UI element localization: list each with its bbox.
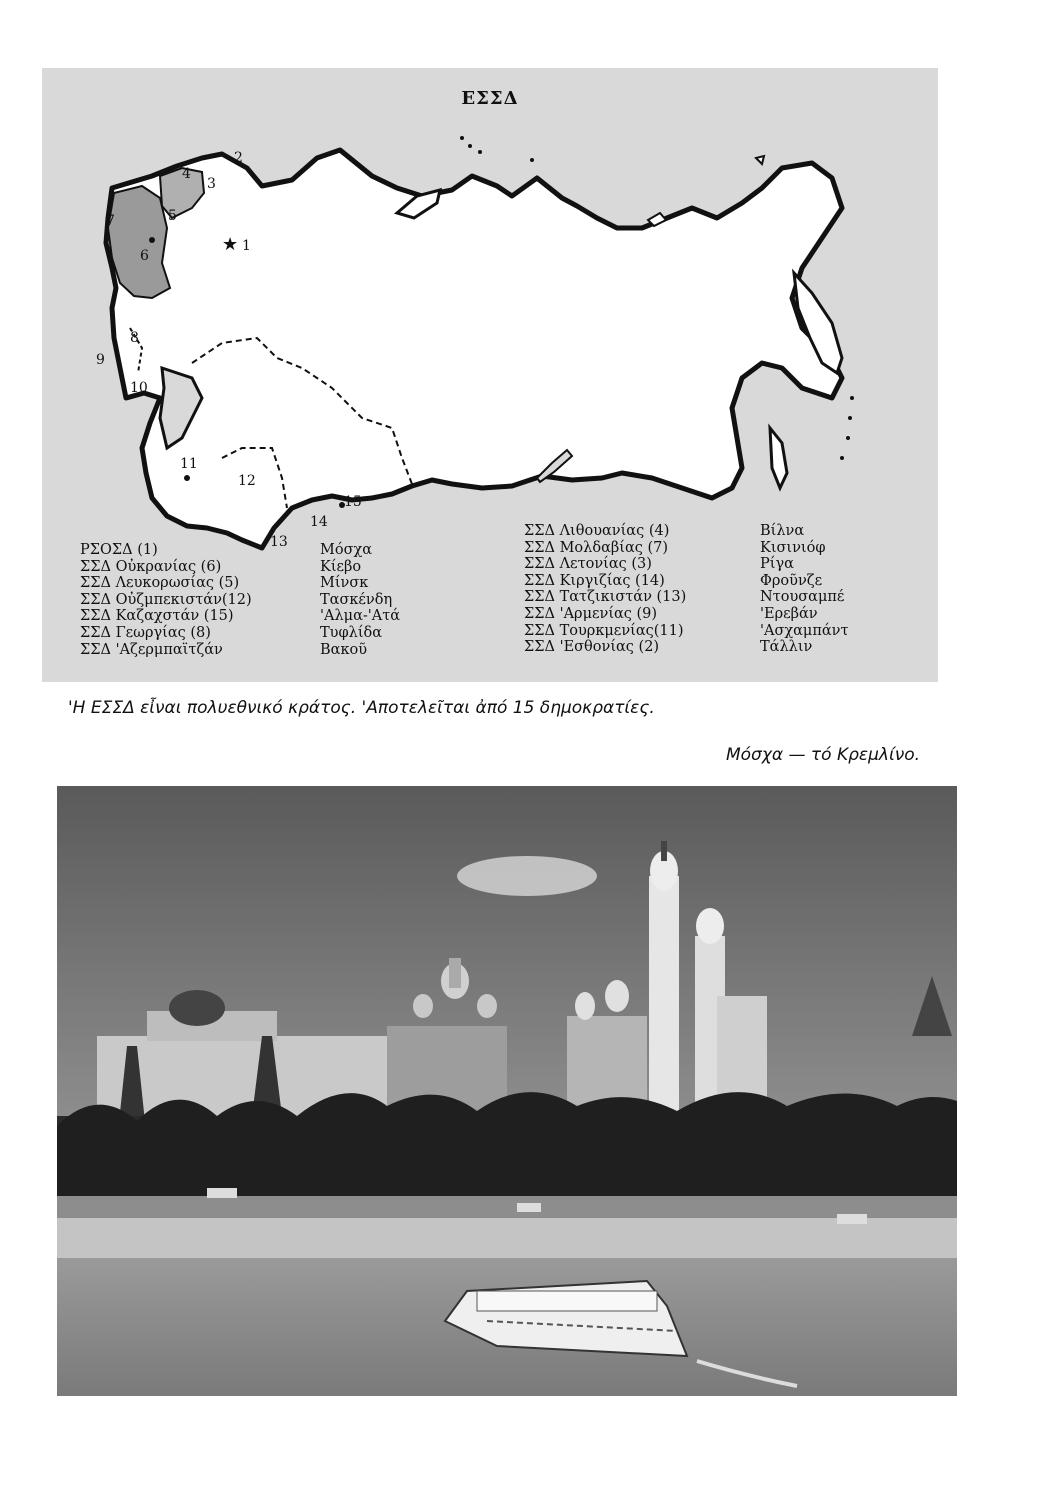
- ussr-landmass: [106, 150, 842, 548]
- legend-item: ΣΣΔ Γεωργίας (8): [80, 624, 211, 641]
- map-number-15: 15: [344, 494, 362, 510]
- ussr-map-figure: [42, 68, 938, 682]
- legend-item: ΣΣΔ Οὐζμπεκιστάν(12): [80, 591, 252, 608]
- map-number-14: 14: [310, 514, 328, 530]
- sakhalin: [770, 428, 787, 488]
- legend-capital: Ντουσαμπέ: [760, 589, 845, 606]
- map-caption: 'Η ΕΣΣΔ εἶναι πολυεθνικό κράτος. 'Αποτελεῖται ἀπό 15 δημοκρατίες.: [68, 698, 655, 718]
- map-number-5: 5: [168, 208, 177, 224]
- moscow-star: ★: [222, 234, 239, 255]
- legend-capital: Βακοῦ: [320, 641, 368, 658]
- map-number-12: 12: [238, 473, 256, 489]
- legend-capital: Κίεβο: [320, 558, 362, 575]
- legend-capital: 'Ασχαμπάντ: [760, 622, 849, 639]
- map-number-11: 11: [180, 456, 198, 472]
- map-number-4: 4: [182, 166, 191, 182]
- legend-capital: 'Αλμα-'Ατά: [320, 608, 401, 625]
- map-number-2: 2: [234, 150, 243, 166]
- map-title: ΕΣΣΔ: [461, 88, 519, 109]
- map-number-7: 7: [106, 213, 115, 229]
- map-number-8: 8: [130, 330, 139, 346]
- legend-capital: Ρίγα: [760, 556, 794, 573]
- legend-capital: Τάλλιν: [760, 639, 813, 656]
- legend-capital: Βίλνα: [760, 523, 805, 539]
- legend-item: ΣΣΔ Λετονίας (3): [524, 556, 652, 573]
- legend-capital: Κισινιόφ: [760, 539, 826, 556]
- legend-item: ΣΣΔ Οὐκρανίας (6): [80, 558, 222, 575]
- wrangel-island: [756, 156, 764, 164]
- legend-item: ΣΣΔ Καζαχστάν (15): [80, 608, 234, 625]
- legend-item: ΣΣΔ Τουρκμενίας(11): [524, 622, 684, 639]
- kremlin-photo: [57, 786, 957, 1396]
- legend-capital: Τασκένδη: [320, 591, 393, 608]
- legend-capital: Τυφλίδα: [320, 624, 383, 641]
- map-number-10: 10: [130, 380, 148, 396]
- map-number-3: 3: [207, 176, 216, 192]
- legend-item: ΣΣΔ Κιργιζίας (14): [524, 572, 665, 589]
- legend-capital: Μίνσκ: [320, 575, 369, 592]
- legend-capital: Φροῦνζε: [760, 572, 823, 589]
- legend-item: ΣΣΔ 'Αζερμπαϊτζάν: [80, 641, 223, 658]
- legend-item: ΣΣΔ 'Εσθονίας (2): [524, 639, 660, 656]
- legend-item: ΣΣΔ Τατζικιστάν (13): [524, 589, 687, 606]
- map-number-9: 9: [96, 352, 105, 368]
- legend-item: ΣΣΔ 'Αρμενίας (9): [524, 605, 658, 622]
- legend-item: ΣΣΔ Μολδαβίας (7): [524, 539, 669, 556]
- legend-left-capitals: [320, 542, 400, 658]
- map-number-6: 6: [140, 248, 149, 264]
- map-number-1: 1: [242, 238, 251, 254]
- photo-caption: Μόσχα — τό Κρεμλίνο.: [725, 745, 920, 765]
- legend-right-republics: [524, 523, 686, 656]
- legend-capital: 'Ερεβάν: [760, 605, 818, 622]
- legend-item: ΣΣΔ Λιθουανίας (4): [524, 523, 670, 539]
- kremlin-photo-drawing: [57, 786, 957, 1396]
- legend-item: ΡΣΟΣΔ (1): [80, 542, 158, 558]
- legend-left-republics: [80, 542, 252, 658]
- legend-item: ΣΣΔ Λευκορωσίας (5): [80, 575, 240, 592]
- map-number-13: 13: [270, 534, 288, 550]
- legend-capital: Μόσχα: [320, 542, 373, 558]
- legend-right-capitals: [760, 523, 849, 656]
